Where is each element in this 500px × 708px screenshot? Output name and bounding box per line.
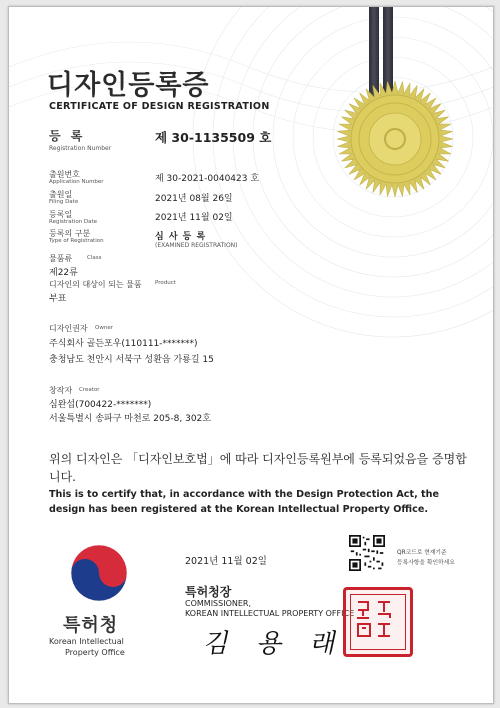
field-label: 출원일: [49, 190, 73, 199]
field-label-en: Type of Registration: [49, 238, 104, 244]
creator-address: 서울특별시 송파구 마천로 205-8, 302호: [49, 414, 211, 424]
gold-seal-icon: [335, 79, 455, 199]
owner-name: 주식회사 골든포우(110111-*******): [49, 339, 198, 349]
field-label: 등록의 구분: [49, 229, 91, 238]
registration-type-en: (EXAMINED REGISTRATION): [155, 242, 238, 249]
page-subtitle: CERTIFICATE OF DESIGN REGISTRATION: [49, 101, 270, 112]
certification-text-en: This is to certify that, in accordance with the Design Protection Act, the design has been registered at the Korean Intellectual Property Office.: [49, 489, 439, 515]
field-label-en: Registration Date: [49, 219, 98, 225]
application-number: 제 30-2021-0040423 호: [155, 174, 260, 184]
stamp-glyphs: [354, 598, 396, 640]
product-value: 부표: [49, 294, 67, 304]
registration-number: 제 30-1135509 호: [155, 130, 272, 145]
owner-label-en: Owner: [95, 325, 113, 331]
class-value: 제22류: [49, 268, 78, 278]
creator-label-en: Creator: [79, 387, 100, 393]
product-label-en: Product: [155, 280, 176, 286]
official-stamp-icon: [343, 587, 413, 657]
qr-note: QR코드로 현재기준: [397, 550, 447, 556]
registration-date: 2021년 11월 02일: [155, 213, 233, 223]
creator-name: 심완섭(700422-*******): [49, 400, 152, 410]
certificate-page: [8, 6, 494, 704]
commissioner-title-en: KOREAN INTELLECTUAL PROPERTY OFFICE: [185, 609, 355, 618]
certification-text-ko: 위의 디자인은 「디자인보호법」에 따라 디자인등록원부에 등록되었음을 증명합니다.: [49, 452, 467, 484]
owner-address: 충청남도 천안시 서북구 성환읍 가룡길 15: [49, 355, 214, 365]
logo-name-en: Property Office: [65, 648, 125, 657]
registration-label-en: Registration Number: [49, 145, 112, 152]
qr-code-icon[interactable]: [349, 535, 385, 571]
field-label-en: Filing Date: [49, 199, 79, 205]
issue-date: 2021년 11월 02일: [185, 556, 267, 567]
page-title: 디자인등록증: [47, 70, 210, 101]
field-label-en: Application Number: [49, 179, 104, 185]
kipo-logo-icon: [69, 543, 129, 603]
signature: 김 용 래: [201, 629, 350, 659]
class-label-en: Class: [87, 255, 102, 261]
logo-name-en: Korean Intellectual: [49, 637, 124, 646]
logo-name-ko: 특허청: [63, 615, 119, 636]
commissioner-title-en: COMMISSIONER,: [185, 599, 251, 608]
field-label: 등록일: [49, 210, 73, 219]
class-label: 물품류: [49, 254, 73, 263]
creator-label: 창작자: [49, 386, 73, 395]
owner-label: 디자인권자: [49, 324, 88, 333]
commissioner-title-ko: 특허청장: [185, 585, 232, 599]
registration-label: 등 록: [49, 129, 86, 143]
field-label: 출원번호: [49, 170, 80, 179]
filing-date: 2021년 08월 26일: [155, 194, 233, 204]
registration-type: 심 사 등 록: [155, 232, 207, 242]
qr-note: 등록사항을 확인하세요: [397, 560, 455, 566]
product-label: 디자인의 대상이 되는 물품: [49, 280, 142, 289]
